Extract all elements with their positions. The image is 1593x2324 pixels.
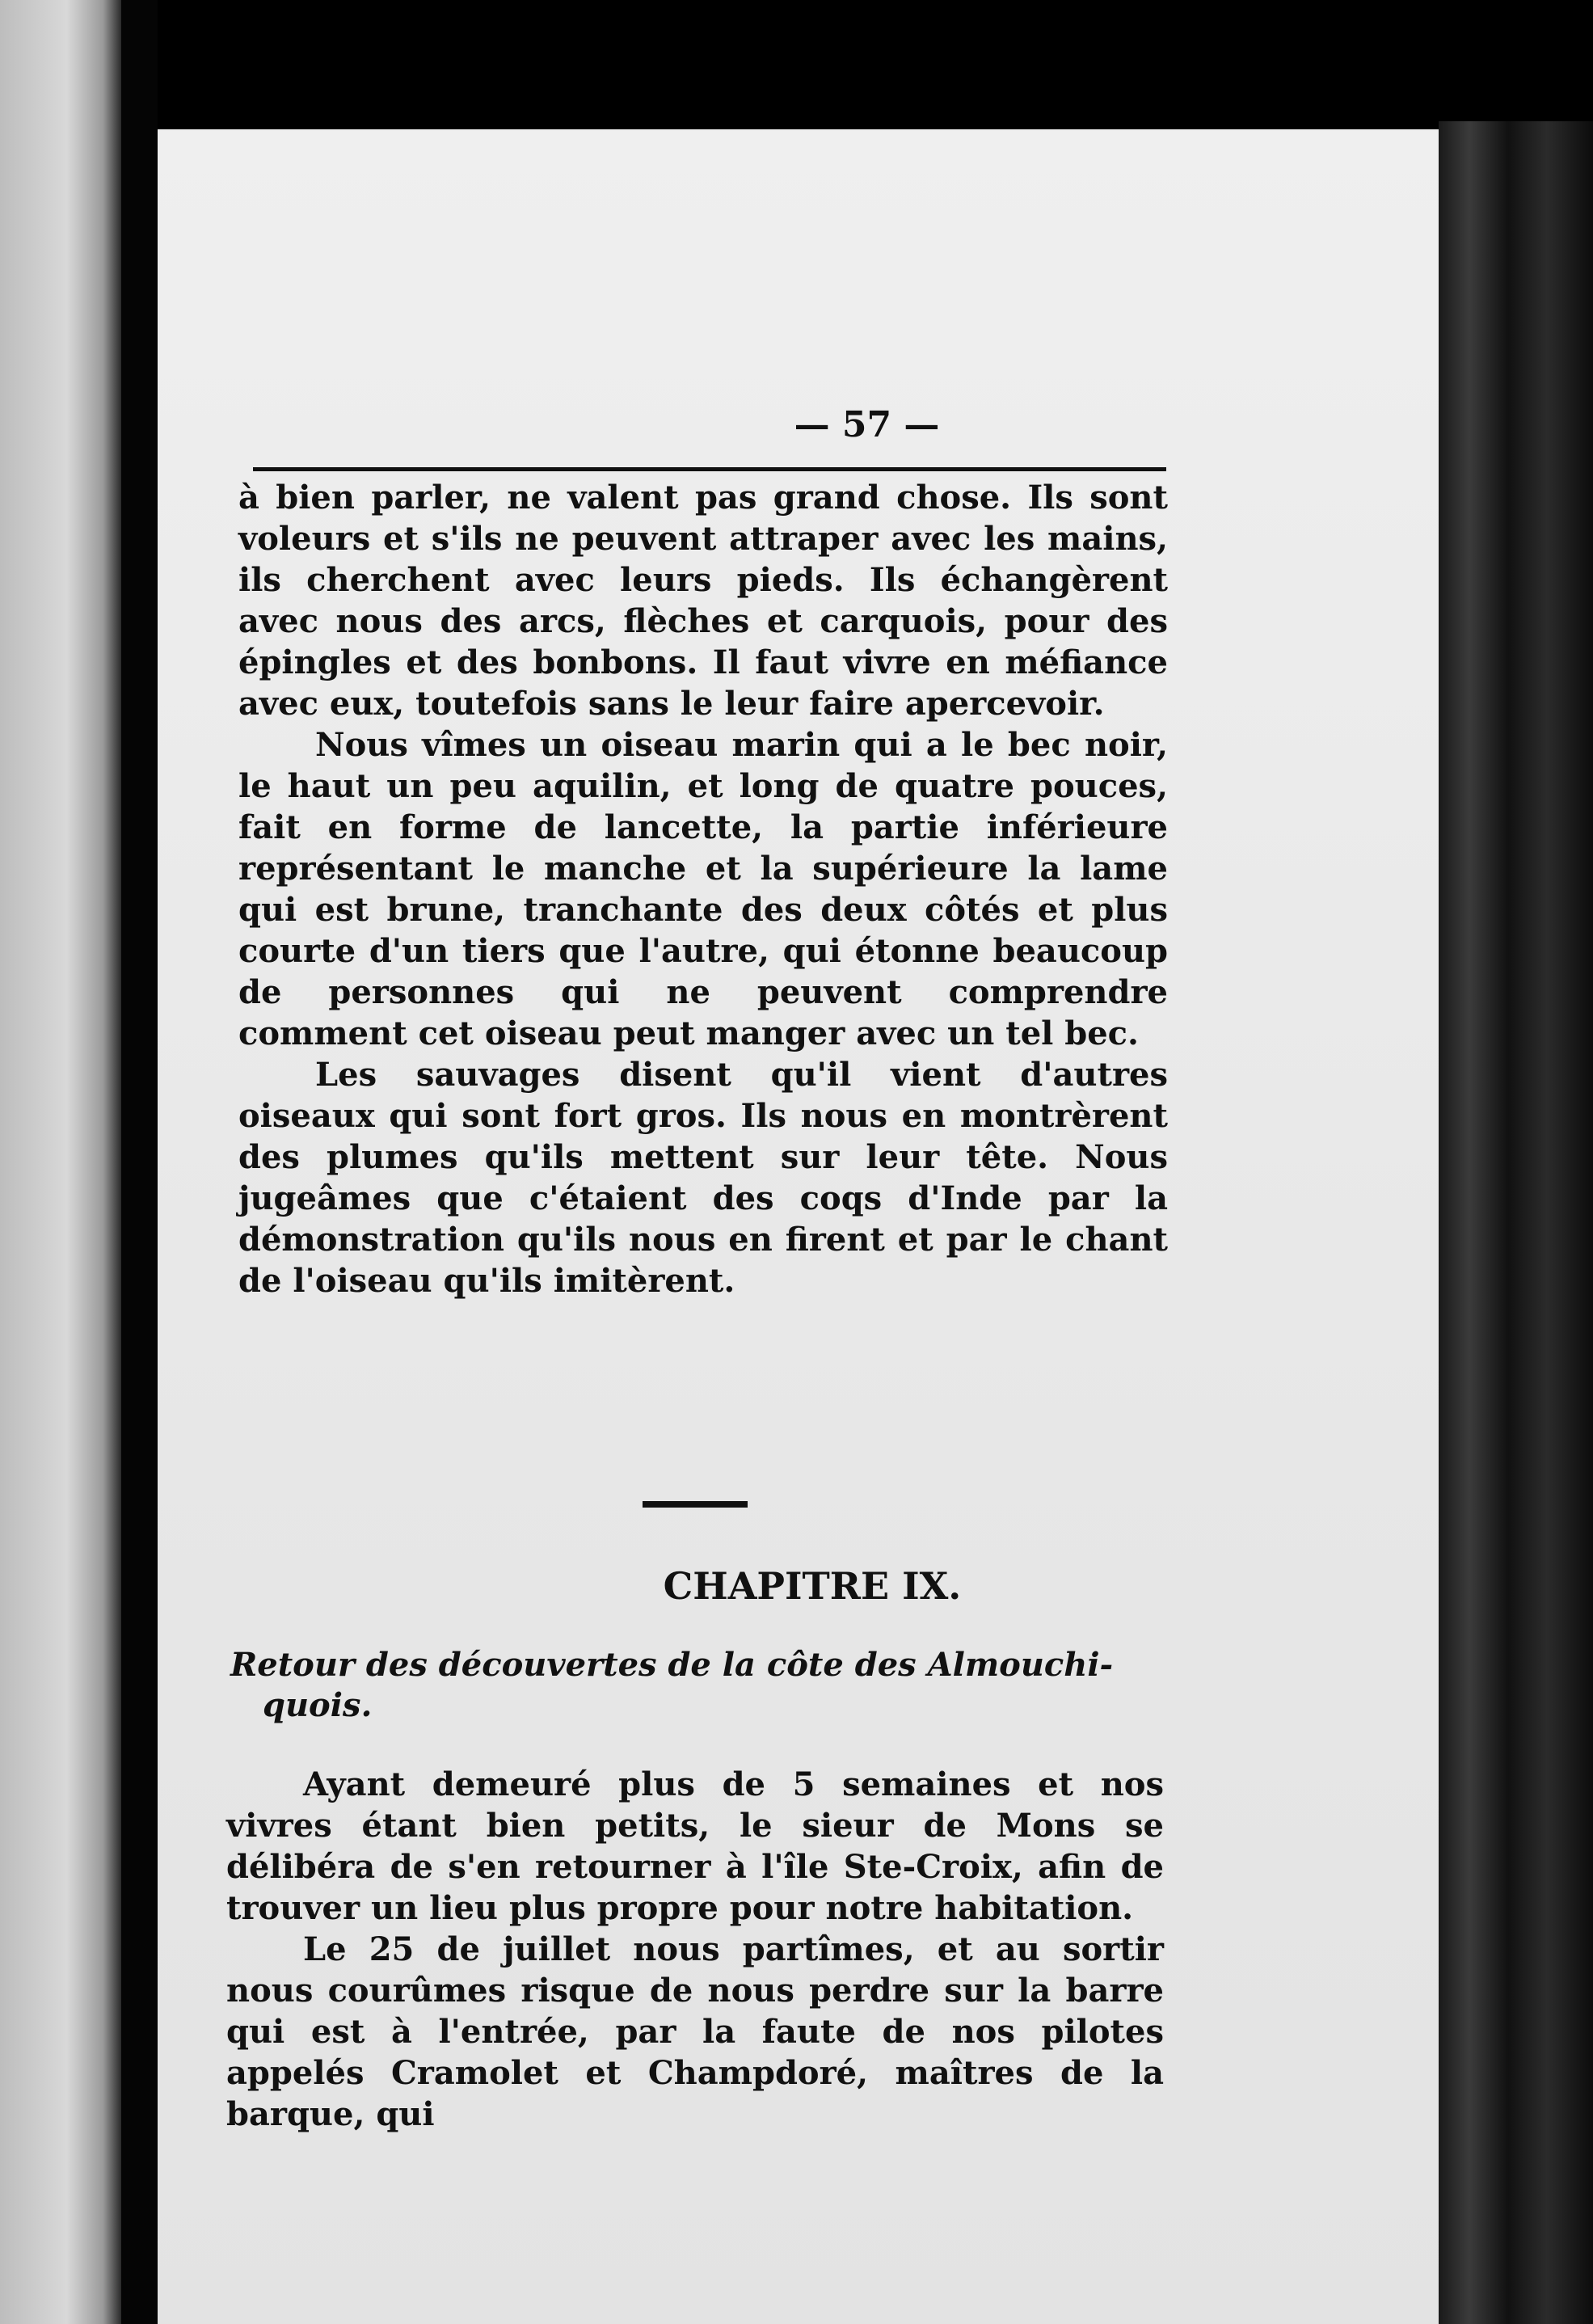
scanner-border <box>1439 121 1593 2324</box>
paragraph: Les sauvages disent qu'il vient d'autres oiseaux qui sont fort gros. Ils nous en montrèrent des plumes qu'ils mettent sur leur tête. Nous jugeâmes que c'étaient des coqs d'Inde par la démonstration qu'ils nous en firent et par le chant de l'oiseau qu'ils imitèrent. <box>238 1056 1168 1300</box>
chapter-subtitle-line: quois. <box>263 1686 373 1724</box>
adjacent-page-edge <box>0 0 121 2324</box>
paragraph: Nous vîmes un oiseau marin qui a le bec noir, le haut un peu aquilin, et long de quatre pouces, fait en forme de lancette, la partie inférieure représentant le manche et la supérieure la lame qui est brune, tranchante des deux côtés et plus courte d'un tiers que l'autre, qui étonne beaucoup de personnes qui ne peuvent comprendre comment cet oiseau peut manger avec un tel bec. <box>238 726 1168 1052</box>
chapter-title: CHAPITRE IX. <box>663 1564 962 1608</box>
chapter-subtitle-line: Retour des découvertes de la côte des Almouchi- <box>230 1646 1114 1684</box>
paragraph: Ayant demeuré plus de 5 semaines et nos vivres étant bien petits, le sieur de Mons se délibéra de s'en retourner à l'île Ste-Croix, afin de trouver un lieu plus propre pour notre habitation. <box>226 1765 1164 1927</box>
section-divider <box>643 1501 748 1508</box>
book-page <box>158 129 1439 2324</box>
book-gutter <box>121 0 158 2324</box>
header-rule <box>253 467 1166 471</box>
paragraph: à bien parler, ne valent pas grand chose. Ils sont voleurs et s'ils ne peuvent attraper avec les mains, ils cherchent avec leurs pieds. Ils échangèrent avec nous des arcs, flèches et carquois, pour des épingles et des bonbons. Il faut vivre en méfiance avec eux, toutefois sans le leur faire apercevoir. <box>238 479 1168 723</box>
chapter-subtitle <box>230 1645 1168 1726</box>
paragraph: Le 25 de juillet nous partîmes, et au sortir nous courûmes risque de nous perdre sur la barre qui est à l'entrée, par la faute de nos pilotes appelés Cramolet et Champdoré, maîtres de la barque, qui <box>226 1930 1164 2133</box>
body-text-bottom <box>226 1764 1164 2135</box>
body-text-top <box>238 477 1168 1301</box>
page-number: — 57 — <box>794 404 940 445</box>
